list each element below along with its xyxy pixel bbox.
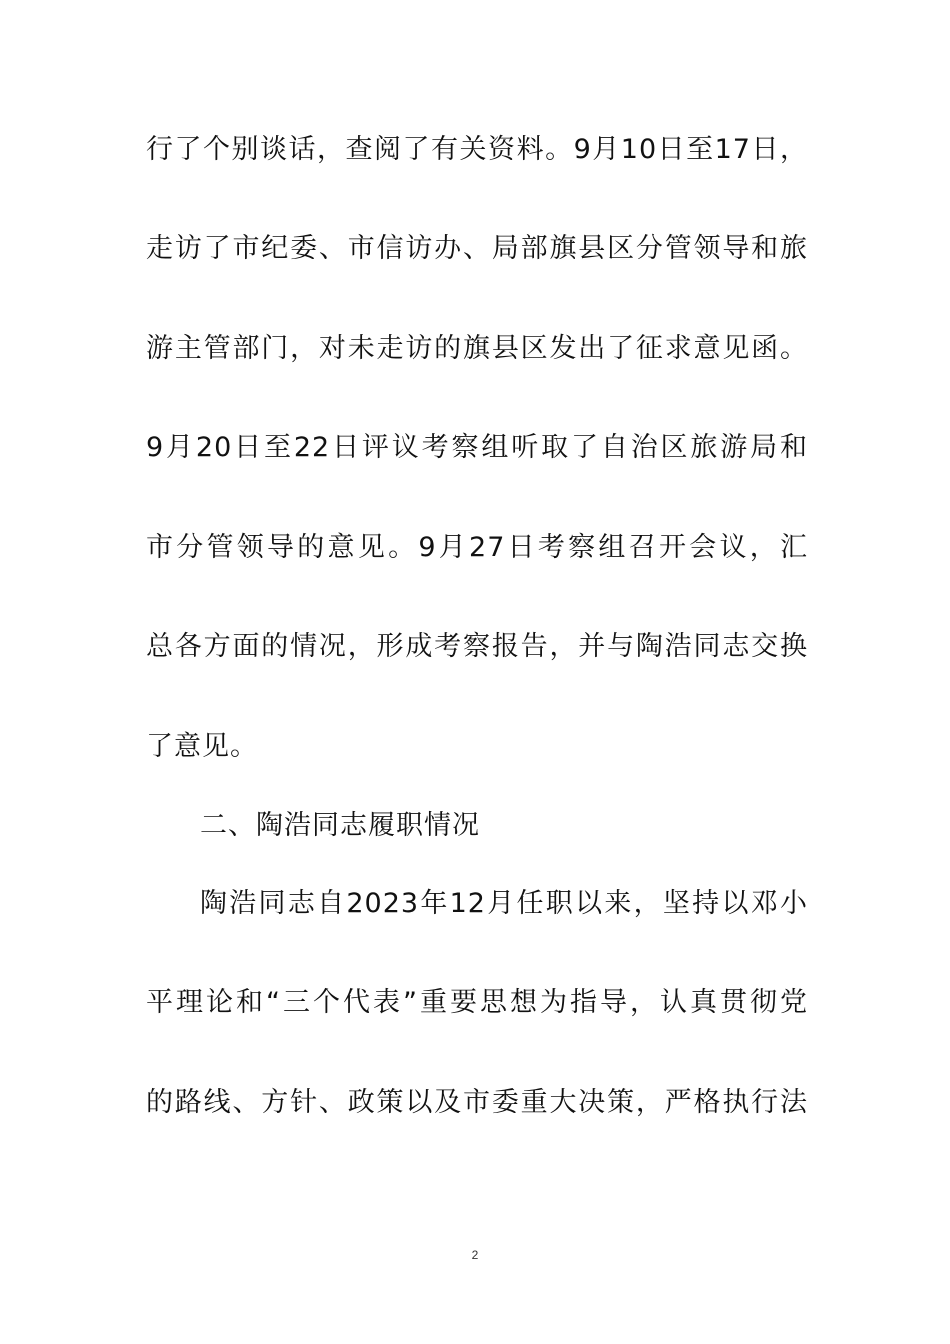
section-heading: 二、陶浩同志履职情况 — [200, 810, 480, 841]
body-text-line: 平理论和“三个代表”重要思想为指导，认真贯彻党 — [146, 987, 808, 1018]
body-text-line: 游主管部门，对未走访的旗县区发出了征求意见函。 — [146, 333, 808, 364]
body-text-line: 9月20日至22日评议考察组听取了自治区旅游局和 — [146, 432, 808, 463]
body-text-line: 走访了市纪委、市信访办、局部旗县区分管领导和旅 — [146, 233, 808, 264]
body-text-line: 了意见。 — [146, 731, 258, 762]
body-text-line: 总各方面的情况，形成考察报告，并与陶浩同志交换 — [146, 631, 808, 662]
body-text-line: 市分管领导的意见。9月27日考察组召开会议，汇 — [146, 532, 808, 563]
body-text-line: 的路线、方针、政策以及市委重大决策，严格执行法 — [146, 1087, 808, 1118]
body-text-line: 行了个别谈话，查阅了有关资料。9月10日至17日， — [146, 134, 808, 165]
page-number: 2 — [471, 1248, 479, 1262]
body-text-line: 陶浩同志自2023年12月任职以来，坚持以邓小 — [200, 888, 808, 919]
